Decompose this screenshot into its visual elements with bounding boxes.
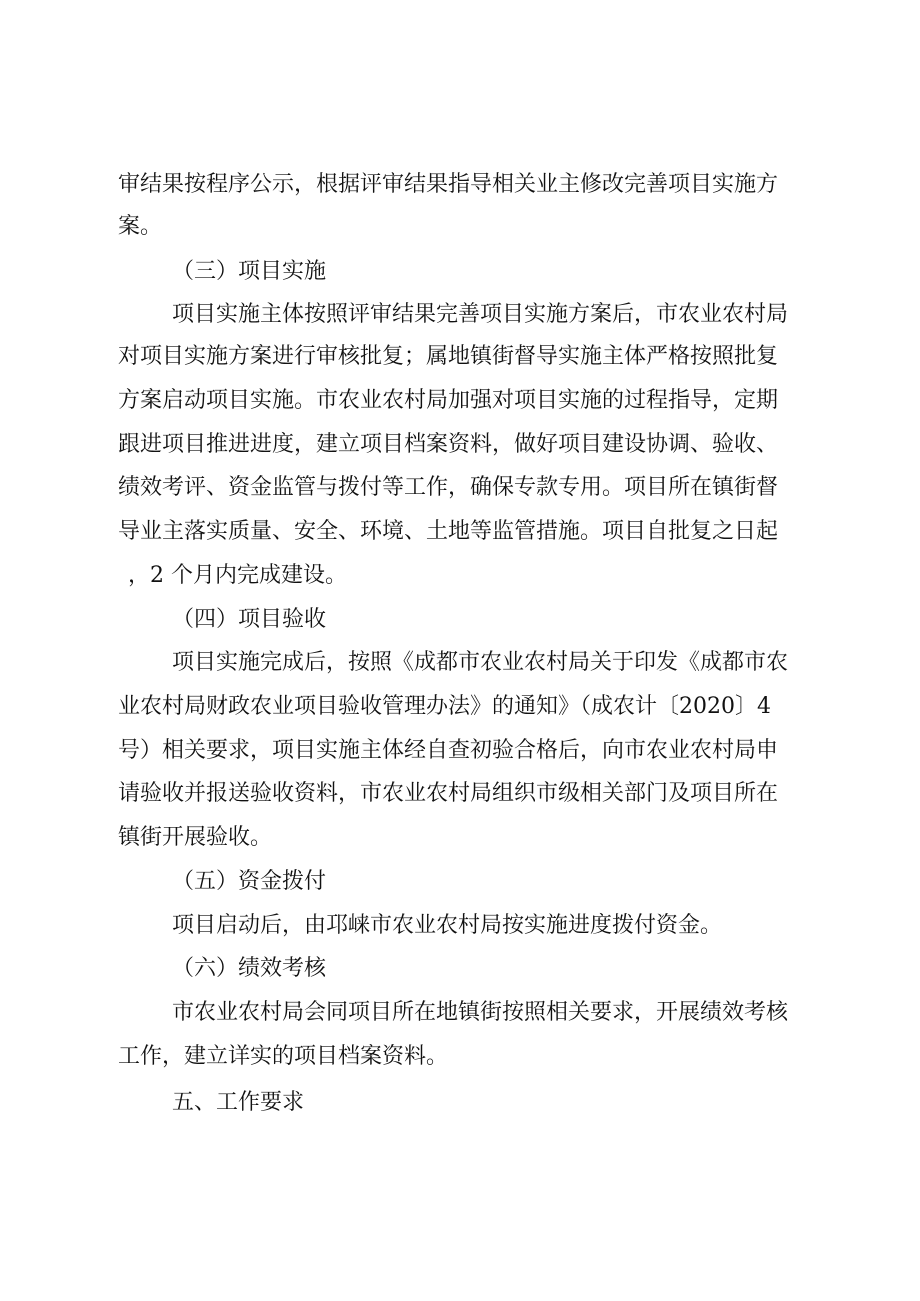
text-line: 请验收并报送验收资料，市农业农村局组织市级相关部门及项目所在: [118, 781, 779, 806]
text-line: 号）相关要求，项目实施主体经自查初验合格后，向市农业农村局申: [118, 738, 779, 763]
text-line: 项目实施主体按照评审结果完善项目实施方案后，市农业农村局: [172, 302, 789, 327]
text-line: 绩效考评、资金监管与拨付等工作，确保专款专用。项目所在镇街督: [118, 475, 779, 500]
text-line: 案。: [118, 214, 163, 239]
text-line: 对项目实施方案进行审核批复；属地镇街督导实施主体严格按照批复: [118, 344, 779, 369]
section-heading: （三）项目实施: [172, 259, 327, 284]
text-line: ，2 个月内完成建设。: [128, 563, 347, 588]
text-line: 业农村局财政农业项目验收管理办法》的通知》（成农计〔2020〕4: [118, 694, 771, 719]
section-heading: （五）资金拨付: [172, 869, 327, 894]
text-line: 市农业农村局会同项目所在地镇街按照相关要求，开展绩效考核: [172, 1000, 789, 1025]
text-line: 导业主落实质量、安全、环境、土地等监管措施。项目自批复之日起: [118, 519, 779, 544]
text-line: 项目实施完成后，按照《成都市农业农村局关于印发《成都市农: [172, 650, 789, 675]
text-line: 项目启动后，由邛崃市农业农村局按实施进度拨付资金。: [172, 913, 723, 938]
chapter-heading: 五、工作要求: [172, 1090, 305, 1115]
text-line: 镇街开展验收。: [118, 825, 273, 850]
text-line: 工作，建立详实的项目档案资料。: [118, 1044, 449, 1069]
section-heading: （六）绩效考核: [172, 956, 327, 981]
section-heading: （四）项目验收: [172, 607, 327, 632]
text-line: 跟进项目推进进度，建立项目档案资料，做好项目建设协调、验收、: [118, 432, 779, 457]
text-line: 方案启动项目实施。市农业农村局加强对项目实施的过程指导，定期: [118, 388, 779, 413]
text-line: 审结果按程序公示，根据评审结果指导相关业主修改完善项目实施方: [118, 172, 779, 197]
